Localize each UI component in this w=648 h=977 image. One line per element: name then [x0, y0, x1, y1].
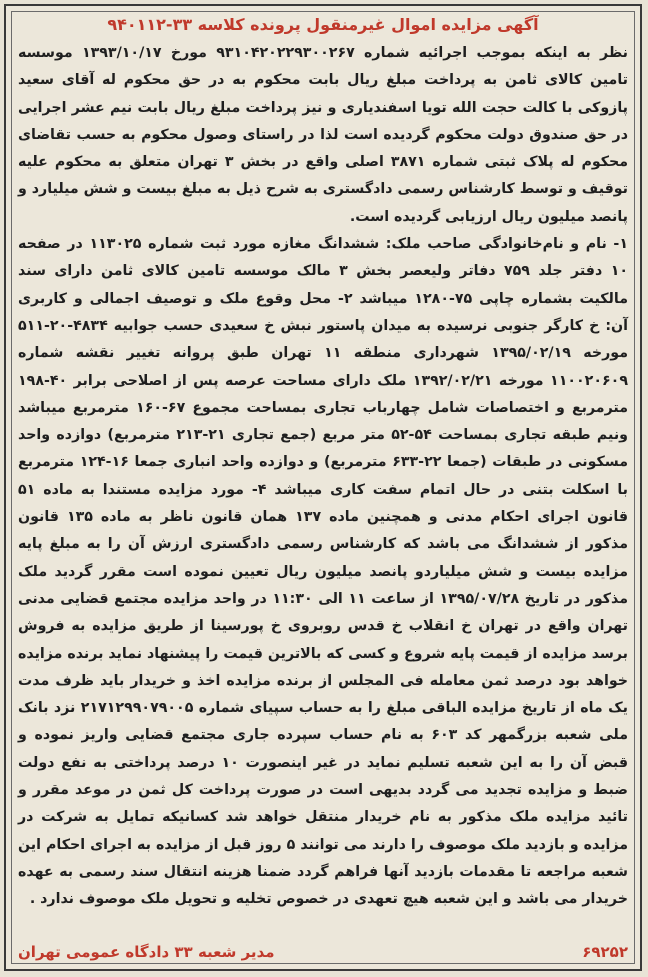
intro-paragraph: نظر به اینکه بموجب اجرائیه شماره ۹۳۱۰۴۲۰۲۲۹۳۰۰۲۶۷ مورخ ۱۳۹۳/۱۰/۱۷ موسسه تامین کالای ثامن به پرداخت مبلغ ریال بابت محکوم به در حق محکوم له آقای سعید پازوکی با کالت حجت الله تویا اسفندیاری و نیز پرداخت مبلغ ریال بابت نیم عشر اجرایی در حق صندوق دولت محکوم گردیده است لذا در راستای وصول محکوم به حسب تقاضای محکوم له پلاک ثبتی شماره ۳۸۷۱ اصلی واقع در بخش ۳ تهران متعلق به محکوم علیه توقیف و توسط کارشناس رسمی دادگستری به شرح ذیل به مبلغ بیست و شش میلیارد و پانصد میلیون ریال ارزیابی گردیده است. [18, 45, 628, 225]
details-paragraph: ۱- نام و نام‌خانوادگی صاحب ملک: ششدانگ مغازه مورد ثبت شماره ۱۱۳۰۲۵ در صفحه ۱۰ دفتر جلد ۷۵۹ دفاتر ولیعصر بخش ۳ مالک موسسه تامین کالای ثامن دارای سند مالکیت بشماره چاپی ۷۵-۱۲۸۰ میباشد ۲- محل وقوع ملک و توصیف اجمالی و کاربری آن: خ کارگر جنوبی نرسیده به میدان پاستور نبش خ سعیدی حسب جوابیه ۴۸۳۴-۲۰-۵۱۱ مورخه ۱۳۹۵/۰۲/۱۹ شهرداری منطقه ۱۱ تهران طبق پروانه تغییر نقشه شماره ۱۱۰۰۲۰۶۰۹ مورخه ۱۳۹۲/۰۲/۲۱ ملک دارای مساحت عرصه پس از اصلاحی برابر ۴۰-۱۹۸ مترمربع و اختصاصات شامل چهارباب تجاری بمساحت مجموع ۶۷-۱۶۰ مترمربع میباشد ونیم طبقه تجاری بمساحت ۵۴-۵۲ متر مربع (جمع تجاری ۲۱-۲۱۳ مترمربع) دوازده واحد مسکونی در طبقات (جمعا ۲۲-۶۳۳ مترمربع) و دوازده واحد انباری جمعا ۱۶-۱۲۴ مترمربع با اسکلت بتنی در حال اتمام سفت کاری میباشد ۴- مورد مزایده مستندا به ماده ۵۱ قانون اجرای احکام مدنی و همچنین ماده ۱۳۷ همان قانون ناظر به ماده ۱۳۵ قانون مذکور از ششدانگ می باشد که کارشناس رسمی دادگستری ارزش آن را به مبلغ پایه مزایده بیست و شش میلیاردو پانصد میلیون ریال تعیین نموده است مقرر گردید ملک مذکور در تاریخ ۱۳۹۵/۰۷/۲۸ از ساعت ۱۱ الی ۱۱:۳۰ در واحد مزایده مجتمع قضایی مدنی تهران واقع در تهران خ انقلاب خ قدس روبروی خ پورسینا از طریق مزایده به فروش برسد مزایده از قیمت پایه شروع و کسی که بالاترین قیمت را پیشنهاد نماید برنده مزایده خواهد بود درصد ثمن معامله فی المجلس از برنده مزایده اخذ و خریدار باید ظرف مدت یک ماه از تاریخ مزایده الباقی مبلغ را به حساب سپیای شماره ۲۱۷۱۲۹۹۰۷۹۰۰۵ نزد بانک ملی شعبه بزرگمهر کد ۶۰۳ به نام حساب سپرده جاری مجتمع قضایی واریز نموده و قبض آن را به این شعبه تسلیم نماید در غیر اینصورت ۱۰ درصد پرداختی به نفع دولت ضبط و مزایده تجدید می گردد بدیهی است در صورت پرداخت کل ثمن در موعد مقرر و تائید مزایده ملک مذکور به نام خریدار منتقل خواهد شد کسانیکه تمایل به شرکت در مزایده و بازدید ملک موصوف را دارند می توانند ۵ روز قبل از مزایده به اجرای احکام این شعبه مراجعه تا مقدمات بازدید آنها فراهم گردد ضمنا هزینه انتقال سند رسمی به عهده خریدار می باشد و این شعبه هیچ تعهدی در خصوص تخلیه و تحویل ملک موصوف ندارد . [18, 236, 629, 908]
notice-code: ۶۹۲۵۲ [582, 943, 628, 961]
notice-frame [4, 4, 642, 971]
notice-title: آگهی مزایده اموال غیرمنقول پرونده کلاسه ۳۳-۹۴۰۱۱۲ [107, 15, 539, 34]
notice-body [18, 40, 628, 914]
signature-line: مدیر شعبه ۳۳ دادگاه عمومی تهران [18, 943, 275, 961]
notice-footer [18, 913, 628, 961]
